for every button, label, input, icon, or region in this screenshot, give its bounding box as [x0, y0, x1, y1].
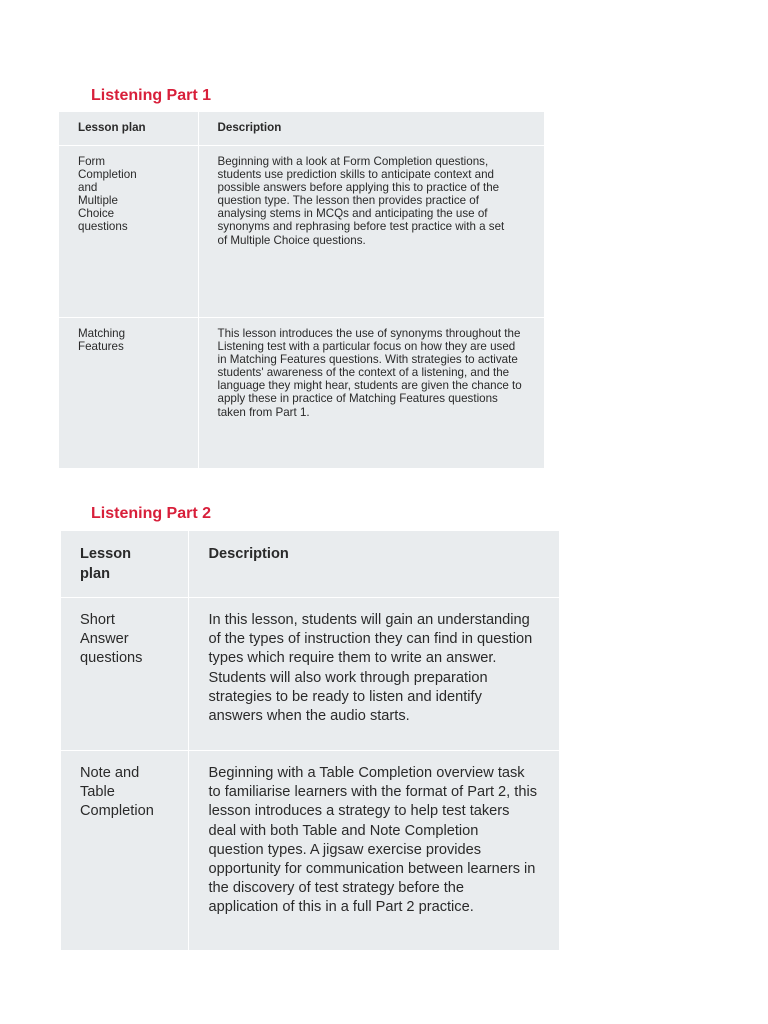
header-lesson-plan: Lesson plan: [78, 121, 146, 134]
lesson-plan-name: Note and Table Completion: [80, 765, 154, 820]
table-header-row: [61, 531, 559, 598]
lesson-description: In this lesson, students will gain an understanding of the types of instruction they can find in question types which require them to write an answer. Students will also work through preparation strategies to be ready to listen and identify answers when the audio starts.: [208, 612, 533, 725]
lesson-plan-cell: [61, 751, 188, 951]
header-cell-lesson-plan: [59, 112, 198, 146]
section-title-listening-part-1: Listening Part 1: [91, 87, 212, 104]
lesson-plan-name: Short Answer questions: [80, 612, 143, 667]
lesson-plan-table-part-2: [61, 531, 559, 950]
table-header-row: [59, 112, 544, 146]
description-cell: [198, 146, 544, 318]
lesson-description: Beginning with a look at Form Completion questions, students use prediction skills to anticipate context and possible answers before applying this to practice of the question type. The lesson then provides practice of analysing stems in MCQs and anticipating the use of synonyms and rephrasing before test practice with a set of Multiple Choice questions.: [217, 155, 505, 247]
header-cell-description: [198, 112, 544, 146]
lesson-plan-name: Form Completion and Multiple Choice questions: [78, 155, 137, 234]
description-cell: [188, 598, 559, 751]
lesson-plan-cell: [61, 598, 188, 751]
table-row: [59, 146, 544, 318]
header-cell-description: [188, 531, 559, 598]
lesson-plan-cell: [59, 146, 198, 318]
header-description: Description: [208, 546, 289, 562]
lesson-description: This lesson introduces the use of synonyms throughout the Listening test with a particular focus on how they are used in Matching Features questions. With strategies to activate students' awareness of the context of a listening, and the language they might hear, students are given the chance to apply these in practice of Matching Features questions taken from Part 1.: [217, 327, 522, 419]
header-description: Description: [217, 121, 282, 134]
lesson-plan-cell: [59, 318, 198, 469]
lesson-plan-name: Matching Features: [78, 327, 126, 354]
header-lesson-plan: Lesson plan: [80, 546, 132, 582]
table-row: [59, 318, 544, 469]
lesson-description: Beginning with a Table Completion overview task to familiarise learners with the format of Part 2, this lesson introduces a strategy to help test takers deal with both Table and Note Completion question types. A jigsaw exercise provides opportunity for communication between learners in the discovery of test strategy before the application of this in a full Part 2 practice.: [208, 765, 537, 916]
lesson-plan-table-part-1: [59, 112, 544, 468]
table-row: [61, 751, 559, 951]
description-cell: [198, 318, 544, 469]
table-row: [61, 598, 559, 751]
description-cell: [188, 751, 559, 951]
header-cell-lesson-plan: [61, 531, 188, 598]
section-title-listening-part-2: Listening Part 2: [91, 505, 212, 522]
